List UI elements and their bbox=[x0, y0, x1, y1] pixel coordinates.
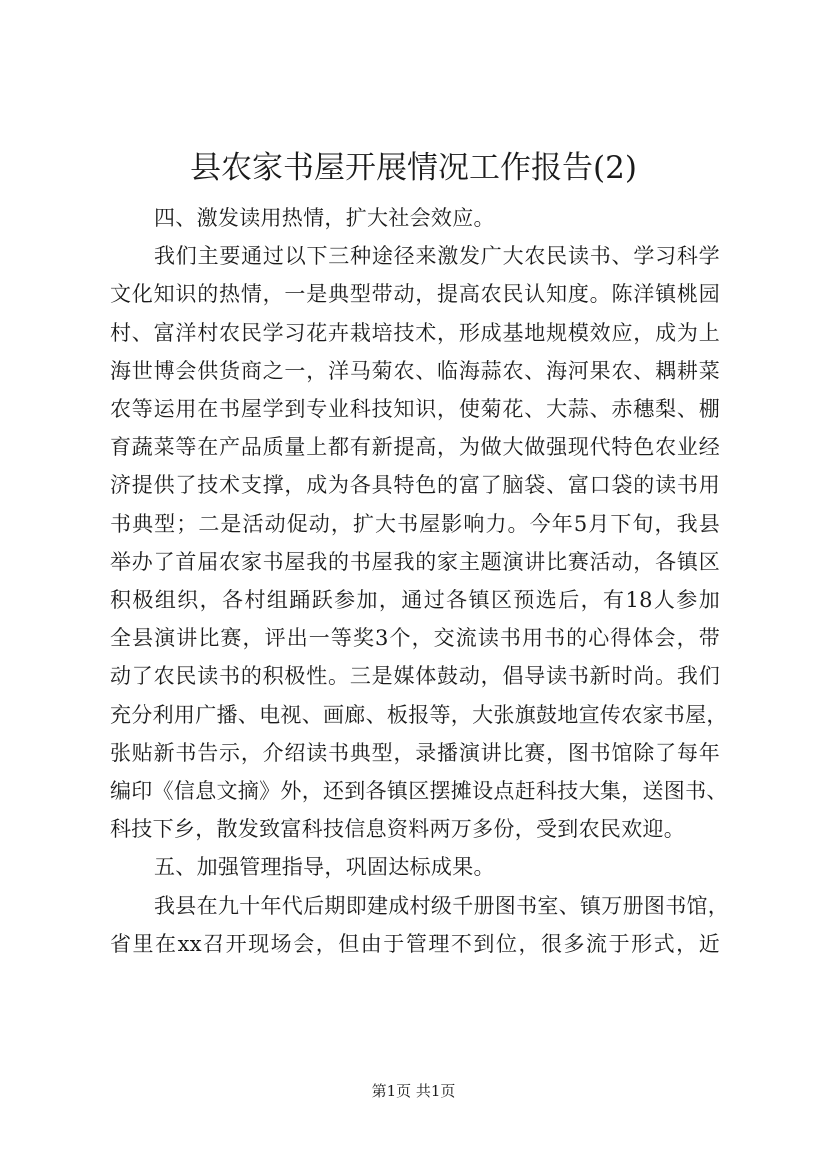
paragraph-line: 全县演讲比赛，评出一等奖3个，交流读书用书的心得体会，带 bbox=[110, 626, 720, 650]
paragraph-line: 省里在xx召开现场会，但由于管理不到位，很多流于形式，近 bbox=[110, 932, 720, 956]
paragraph-first-line: 五、加强管理指导，巩固达标成果。 bbox=[154, 855, 495, 879]
paragraph-line: 动了农民读书的积极性。三是媒体鼓动，倡导读书新时尚。我们 bbox=[110, 664, 720, 688]
page-footer: 第1页 共1页 bbox=[371, 1082, 456, 1100]
paragraph-line: 文化知识的热情，一是典型带动，提高农民认知度。陈洋镇桃园 bbox=[110, 282, 720, 306]
paragraph-first-line: 我们主要通过以下三种途径来激发广大农民读书、学习科学 bbox=[154, 244, 720, 268]
paragraph-line: 书典型；二是活动促动，扩大书屋影响力。今年5月下旬，我县 bbox=[110, 512, 720, 536]
document-title: 县农家书屋开展情况工作报告(2) bbox=[190, 150, 637, 186]
paragraph-line: 育蔬菜等在产品质量上都有新提高，为做大做强现代特色农业经 bbox=[110, 435, 720, 459]
paragraph-line: 充分利用广播、电视、画廊、板报等，大张旗鼓地宣传农家书屋， bbox=[110, 703, 728, 727]
paragraph-line: 举办了首届农家书屋我的书屋我的家主题演讲比赛活动，各镇区 bbox=[110, 550, 720, 574]
paragraph-line: 村、富洋村农民学习花卉栽培技术，形成基地规模效应，成为上 bbox=[110, 321, 720, 345]
paragraph-first-line: 四、激发读用热情，扩大社会效应。 bbox=[154, 206, 495, 230]
paragraph-line: 科技下乡，散发致富科技信息资料两万多份，受到农民欢迎。 bbox=[110, 817, 686, 841]
paragraph-line: 济提供了技术支撑，成为各具特色的富了脑袋、富口袋的读书用 bbox=[110, 473, 720, 497]
paragraph-line: 农等运用在书屋学到专业科技知识，使菊花、大蒜、赤穗梨、棚 bbox=[110, 397, 720, 421]
paragraph-line: 编印《信息文摘》外，还到各镇区摆摊设点赶科技大集，送图书、 bbox=[110, 779, 728, 803]
paragraph-line: 海世博会供货商之一，洋马菊农、临海蒜农、海河果农、耦耕菜 bbox=[110, 359, 720, 383]
paragraph-first-line: 我县在九十年代后期即建成村级千册图书室、镇万册图书馆， bbox=[154, 894, 730, 918]
paragraph-line: 积极组织，各村组踊跃参加，通过各镇区预选后，有18人参加 bbox=[110, 588, 720, 612]
paragraph-line: 张贴新书告示，介绍读书典型，录播演讲比赛，图书馆除了每年 bbox=[110, 741, 720, 765]
